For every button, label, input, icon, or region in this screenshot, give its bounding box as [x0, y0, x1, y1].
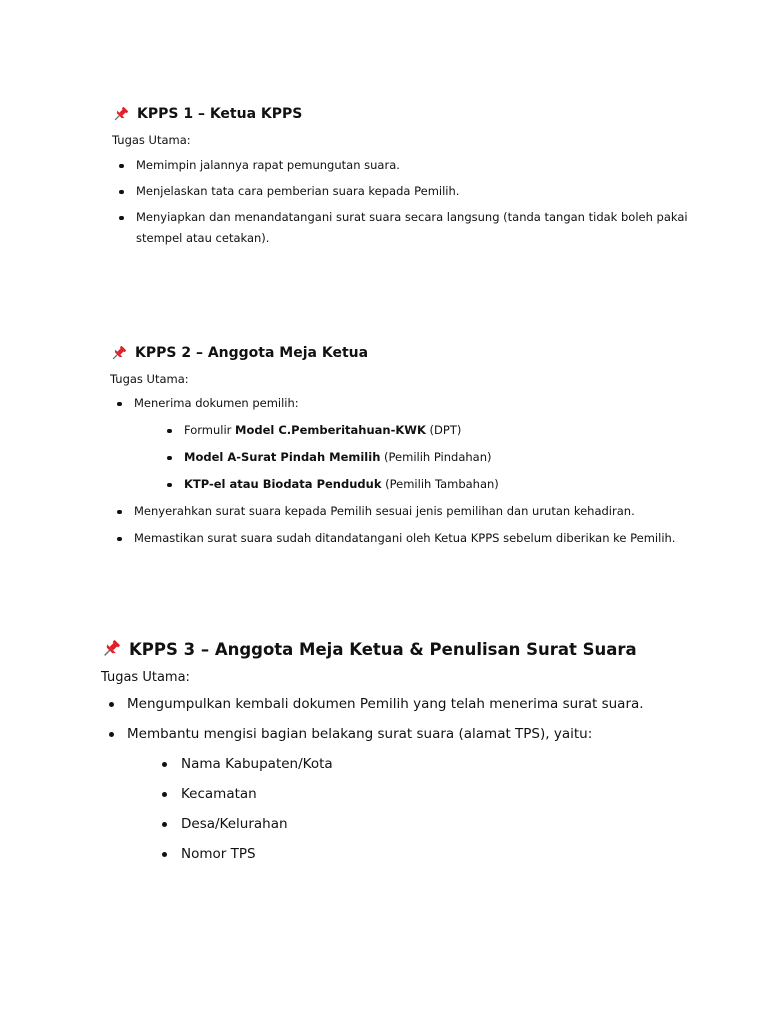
sub-item-prefix: Formulir: [184, 423, 236, 437]
sub-list-item: Desa/Kelurahan: [127, 813, 721, 835]
section-title: KPPS 3 – Anggota Meja Ketua & Penulisan Surat Suara: [129, 639, 637, 659]
pushpin-icon: [101, 639, 121, 659]
sub-item-suffix: (Pemilih Tambahan): [381, 477, 499, 491]
list-item: Memastikan surat suara sudah ditandatangani oleh Ketua KPPS sebelum diberikan ke Pemilih.: [110, 529, 710, 548]
list-item: Memimpin jalannya rapat pemungutan suara.: [112, 155, 692, 176]
section-title: KPPS 2 – Anggota Meja Ketua: [135, 345, 369, 361]
sub-list-item: Kecamatan: [127, 783, 721, 805]
sub-item-suffix: (DPT): [425, 423, 462, 437]
pushpin-icon: [112, 106, 129, 123]
list-item: [101, 723, 721, 865]
list-item: Mengumpulkan kembali dokumen Pemilih yang telah menerima surat suara.: [101, 693, 721, 715]
section-subtitle: Tugas Utama:: [112, 133, 191, 147]
sub-list-item: [134, 475, 710, 494]
sub-list: [127, 753, 721, 865]
sub-list-item: Nama Kabupaten/Kota: [127, 753, 721, 775]
sub-list: [134, 421, 710, 494]
task-list: [110, 394, 710, 548]
task-list: [101, 693, 721, 865]
section-kpps-3: [101, 636, 721, 873]
pushpin-icon: [110, 345, 127, 362]
section-heading: [110, 342, 710, 364]
section-kpps-2: [110, 342, 710, 556]
section-subtitle: Tugas Utama:: [110, 372, 189, 386]
list-item-text: Menerima dokumen pemilih:: [134, 396, 299, 410]
sub-item-bold: KTP-el atau Biodata Penduduk: [184, 477, 382, 491]
section-heading: [112, 103, 692, 125]
list-item-text: Membantu mengisi bagian belakang surat suara (alamat TPS), yaitu:: [127, 726, 593, 742]
sub-item-bold: Model C.Pemberitahuan-KWK: [235, 423, 426, 437]
sub-list-item: [134, 421, 710, 440]
sub-item-suffix: (Pemilih Pindahan): [380, 450, 492, 464]
task-list: [112, 155, 692, 249]
section-title: KPPS 1 – Ketua KPPS: [137, 106, 303, 122]
list-item: Menyerahkan surat suara kepada Pemilih sesuai jenis pemilihan dan urutan kehadiran.: [110, 502, 710, 521]
section-subtitle: Tugas Utama:: [101, 670, 190, 685]
list-item: Menjelaskan tata cara pemberian suara kepada Pemilih.: [112, 181, 692, 202]
sub-list-item: Nomor TPS: [127, 843, 721, 865]
sub-item-bold: Model A-Surat Pindah Memilih: [184, 450, 381, 464]
sub-list-item: [134, 448, 710, 467]
list-item: Menyiapkan dan menandatangani surat suara secara langsung (tanda tangan tidak boleh pakai stempel atau cetakan).: [112, 207, 692, 249]
section-kpps-1: [112, 103, 692, 254]
list-item: [110, 394, 710, 494]
section-heading: [101, 636, 721, 662]
